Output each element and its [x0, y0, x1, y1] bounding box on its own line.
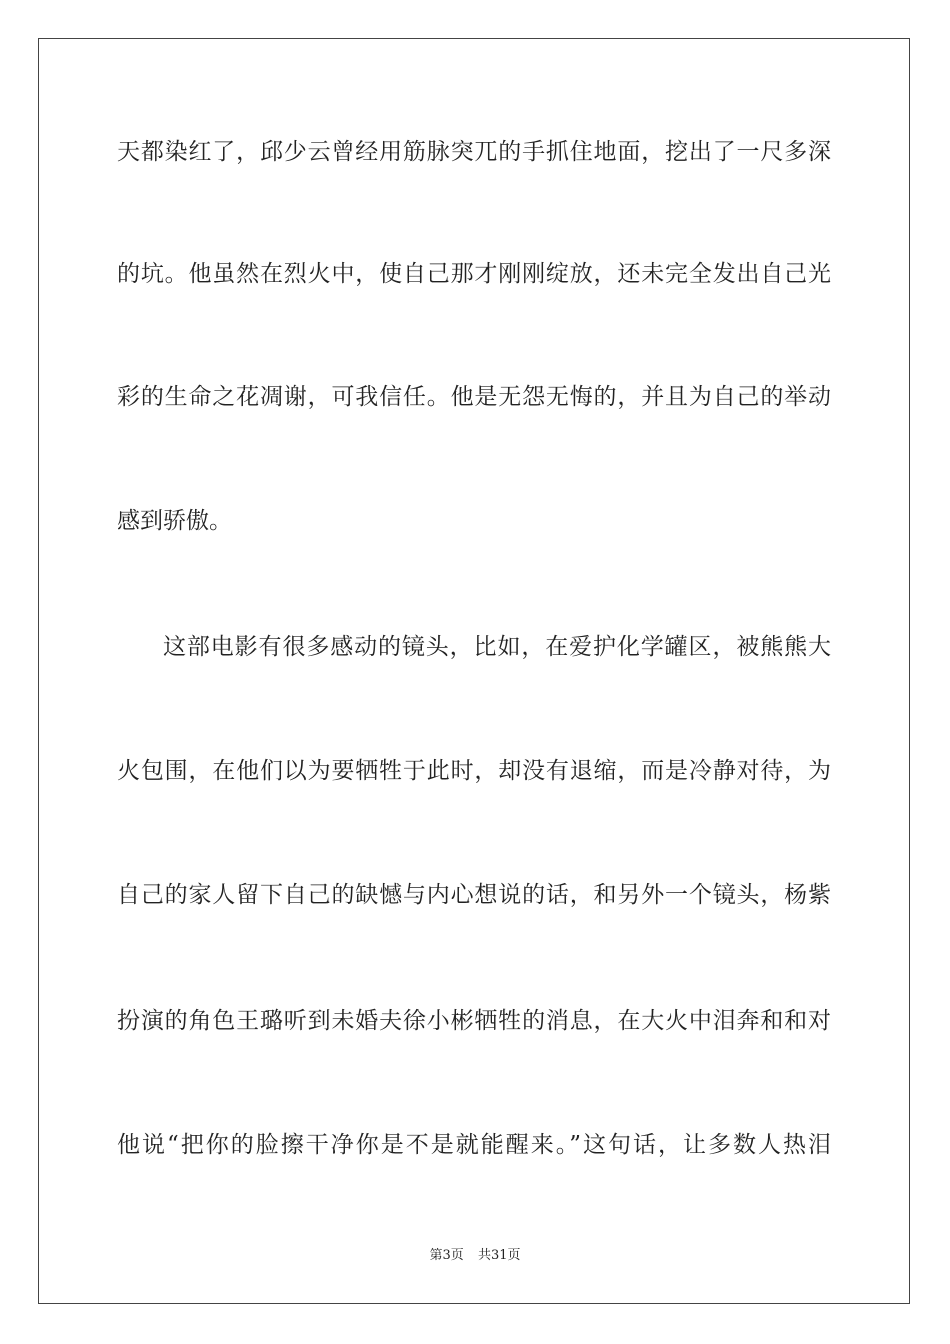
text-line-7: 自己的家人留下自己的缺憾与内心想说的话，和另外一个镜头，杨紫 [117, 882, 831, 908]
page-number: 第3页 [429, 1248, 464, 1263]
text-line-2: 的坑。他虽然在烈火中，使自己那才刚刚绽放，还未完全发出自己光 [117, 261, 831, 287]
text-line-9: 他说“把你的脸擦干净你是不是就能醒来。”这句话，让多数人热泪 [117, 1132, 831, 1158]
text-line-4: 感到骄傲。 [117, 508, 232, 534]
page-footer [0, 1247, 950, 1265]
text-line-1: 天都染红了，邱少云曾经用筋脉突兀的手抓住地面，挖出了一尺多深 [117, 139, 831, 165]
text-line-8: 扮演的角色王璐听到未婚夫徐小彬牺牲的消息，在大火中泪奔和和对 [117, 1008, 831, 1034]
text-line-3: 彩的生命之花凋谢，可我信任。他是无怨无悔的，并且为自己的举动 [117, 384, 831, 410]
page-border [38, 38, 910, 1304]
page-total: 共31页 [477, 1248, 521, 1263]
text-line-6: 火包围，在他们以为要牺牲于此时，却没有退缩，而是冷静对待，为 [117, 758, 831, 784]
text-line-5: 这部电影有很多感动的镜头，比如，在爱护化学罐区，被熊熊大 [163, 634, 831, 660]
